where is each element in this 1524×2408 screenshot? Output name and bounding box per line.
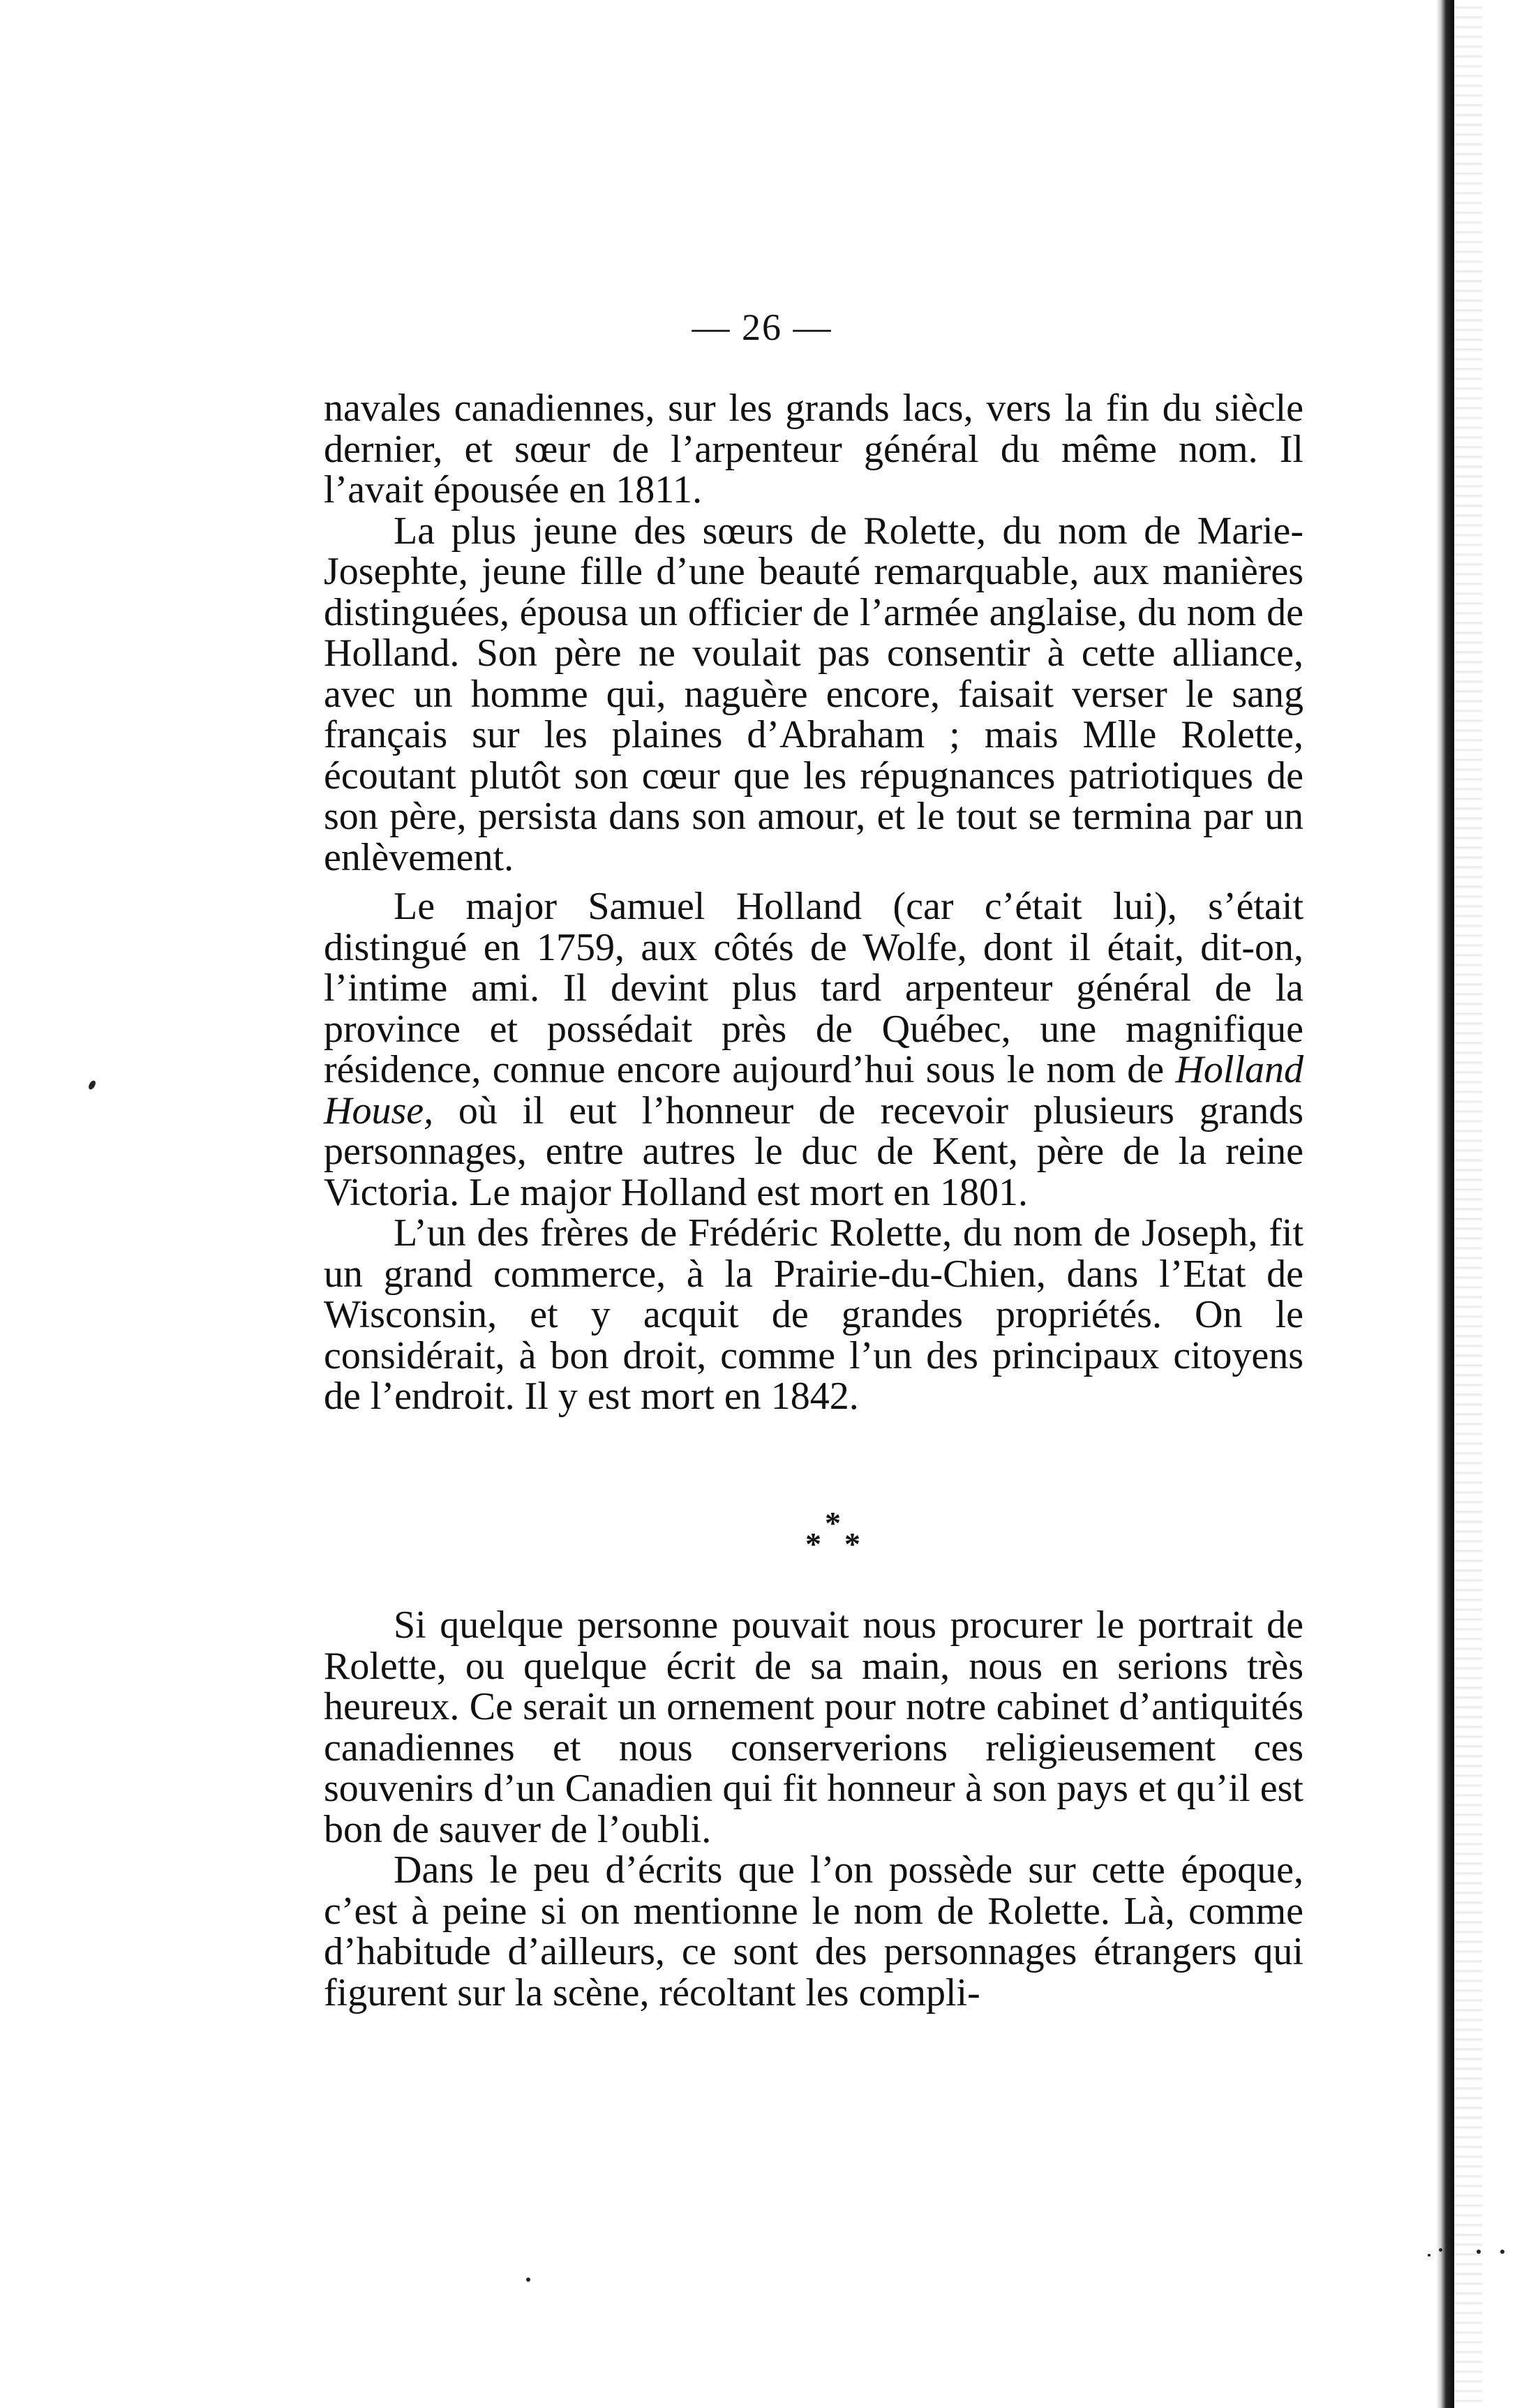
paragraph-samuel-holland-part-1: Le major Samuel Holland (car c’était lui), s’était distingué en 1759, aux côtés de Wolfe, dont il était, dit-on, l’intime ami. Il devint plus tard arpenteur général de la province et possédait près de Québec, une magnifique résidence, connue encore aujourd’hui sous le nom de [324, 885, 1303, 1091]
paragraph-samuel-holland [324, 886, 1303, 1213]
ink-speck [526, 2278, 530, 2282]
paragraph-few-writings: Dans le peu d’écrits que l’on possède sur cette époque, c’est à peine si on mentionne le nom de Rolette. Là, comme d’habitude d’ailleurs, ce sont des personnages étrangers qui figurent sur la scène, récoltant les compli- [324, 1848, 1303, 2014]
page-binding-edge [1396, 0, 1524, 2408]
paragraph-joseph-rolette: L’un des frères de Frédéric Rolette, du nom de Joseph, fit un grand commerce, à la Prairie-du-Chien, dans l’Etat de Wisconsin, et y acquit de grandes propriétés. On le considérait, à bon droit, comme l’un des principaux citoyens de l’endroit. Il y est mort en 1842. [324, 1211, 1303, 1418]
text-block-bottom [324, 1605, 1303, 2013]
ink-speck [1439, 2248, 1442, 2252]
holland-house-italic: Holland House, [324, 1048, 1303, 1132]
binding-edge-texture [1454, 0, 1482, 2408]
asterisk-right: * [844, 1526, 860, 1562]
ink-speck [87, 1079, 97, 1091]
ink-speck [1428, 2254, 1430, 2257]
paragraph-continuation: navales canadiennes, sur les grands lacs, vers la fin du siècle dernier, et sœur de l’arpenteur général du même nom. Il l’avait épousée en 1811. [324, 387, 1303, 511]
ink-speck [1500, 2250, 1504, 2254]
section-separator-asterism [795, 1507, 879, 1584]
asterisk-top: * [825, 1505, 841, 1541]
text-block-top [324, 388, 1303, 1417]
paragraph-samuel-holland-part-2: où il eut l’honneur de recevoir plusieurs grands personnages, entre autres le duc de Kent, père de la reine Victoria. Le major Holland est mort en 1801. [324, 1089, 1303, 1214]
page-number: — 26 — [692, 306, 832, 348]
paragraph-marie-josephte: La plus jeune des sœurs de Rolette, du nom de Marie-Josephte, jeune fille d’une beauté remarquable, aux manières distinguées, épousa un officier de l’armée anglaise, du nom de Holland. Son père ne voulait pas consentir à cette alliance, avec un homme qui, naguère encore, faisait verser le sang français sur les plaines d’Abraham ; mais Mlle Rolette, écoutant plutôt son cœur que les répugnances patriotiques de son père, persista dans son amour, et le tout se termina par un enlèvement. [324, 509, 1303, 879]
binding-edge-shadow [1436, 0, 1454, 2408]
paragraph-portrait-request: Si quelque personne pouvait nous procurer le portrait de Rolette, ou quelque écrit de sa main, nous en serions très heureux. Ce serait un ornement pour notre cabinet d’antiquités canadiennes et nous conserverions religieusement ces souvenirs d’un Canadien qui fit honneur à son pays et qu’il est bon de sauver de l’oubli. [324, 1603, 1303, 1851]
ink-speck [1477, 2250, 1481, 2254]
asterisk-left: * [805, 1526, 821, 1562]
